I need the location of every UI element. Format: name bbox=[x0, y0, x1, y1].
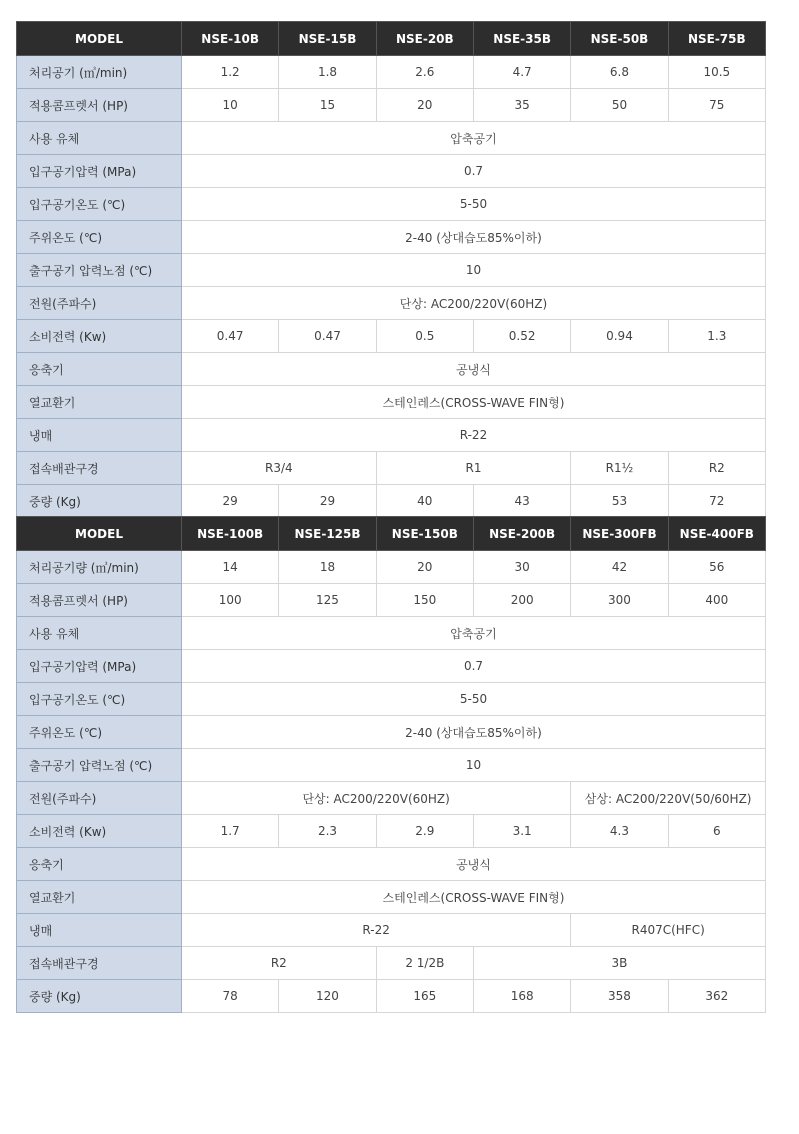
table-row bbox=[17, 848, 766, 881]
table-row bbox=[17, 485, 766, 518]
table-row bbox=[17, 947, 766, 980]
table-cell: 29 bbox=[182, 485, 279, 518]
table-row bbox=[17, 716, 766, 749]
table-cell: 200 bbox=[473, 584, 570, 617]
model-header: MODEL bbox=[17, 22, 182, 56]
table-cell: 53 bbox=[571, 485, 668, 518]
table-cell: 358 bbox=[571, 980, 668, 1013]
row-label: 처리공기 (㎥/min) bbox=[17, 56, 182, 89]
row-label: 열교환기 bbox=[17, 386, 182, 419]
table-cell: 단상: AC200/220V(60HZ) bbox=[182, 782, 571, 815]
table-cell: 0.7 bbox=[182, 650, 766, 683]
table-cell: 스테인레스(CROSS-WAVE FIN형) bbox=[182, 881, 766, 914]
table-cell: 2-40 (상대습도85%이하) bbox=[182, 716, 766, 749]
table-row bbox=[17, 782, 766, 815]
model-name: NSE-400FB bbox=[668, 517, 765, 551]
row-label: 사용 유체 bbox=[17, 122, 182, 155]
table-cell: 3B bbox=[473, 947, 765, 980]
table-cell: 1.8 bbox=[279, 56, 376, 89]
table-row bbox=[17, 683, 766, 716]
table-cell: 120 bbox=[279, 980, 376, 1013]
table-cell: 35 bbox=[473, 89, 570, 122]
row-label: 주위온도 (℃) bbox=[17, 221, 182, 254]
table-cell: 15 bbox=[279, 89, 376, 122]
table-cell: 43 bbox=[473, 485, 570, 518]
table-row bbox=[17, 188, 766, 221]
table-row bbox=[17, 584, 766, 617]
table-row bbox=[17, 155, 766, 188]
table-cell: 2-40 (상대습도85%이하) bbox=[182, 221, 766, 254]
table-cell: 4.3 bbox=[571, 815, 668, 848]
table-cell: 3.1 bbox=[473, 815, 570, 848]
table-cell: 5-50 bbox=[182, 683, 766, 716]
table-cell: 40 bbox=[376, 485, 473, 518]
table-cell: 2.3 bbox=[279, 815, 376, 848]
table-row bbox=[17, 551, 766, 584]
table-cell: 압축공기 bbox=[182, 617, 766, 650]
table-cell: 20 bbox=[376, 551, 473, 584]
table-cell: 0.94 bbox=[571, 320, 668, 353]
table-cell: R1 bbox=[376, 452, 571, 485]
table-row bbox=[17, 320, 766, 353]
table-cell: 362 bbox=[668, 980, 765, 1013]
row-label: 입구공기압력 (MPa) bbox=[17, 155, 182, 188]
table-cell: 125 bbox=[279, 584, 376, 617]
table-cell: 20 bbox=[376, 89, 473, 122]
table-cell: 1.7 bbox=[182, 815, 279, 848]
row-label: 처리공기량 (㎥/min) bbox=[17, 551, 182, 584]
row-label: 사용 유체 bbox=[17, 617, 182, 650]
row-label: 응축기 bbox=[17, 353, 182, 386]
table-row bbox=[17, 980, 766, 1013]
row-label: 출구공기 압력노점 (℃) bbox=[17, 254, 182, 287]
row-label: 중량 (Kg) bbox=[17, 980, 182, 1013]
model-name: NSE-15B bbox=[279, 22, 376, 56]
spec-table-2 bbox=[16, 516, 766, 1013]
table-cell: 삼상: AC200/220V(50/60HZ) bbox=[571, 782, 766, 815]
table-cell: 1.3 bbox=[668, 320, 765, 353]
table-cell: 0.5 bbox=[376, 320, 473, 353]
model-name: NSE-200B bbox=[473, 517, 570, 551]
model-header: MODEL bbox=[17, 517, 182, 551]
table-cell: 56 bbox=[668, 551, 765, 584]
row-label: 냉매 bbox=[17, 419, 182, 452]
model-name: NSE-50B bbox=[571, 22, 668, 56]
table-cell: 400 bbox=[668, 584, 765, 617]
table-row bbox=[17, 650, 766, 683]
table-cell: R1½ bbox=[571, 452, 668, 485]
row-label: 접속배관구경 bbox=[17, 452, 182, 485]
table-cell: 50 bbox=[571, 89, 668, 122]
table-row bbox=[17, 221, 766, 254]
header-row bbox=[17, 22, 766, 56]
table-row bbox=[17, 815, 766, 848]
table-cell: 10 bbox=[182, 254, 766, 287]
model-name: NSE-150B bbox=[376, 517, 473, 551]
model-name: NSE-20B bbox=[376, 22, 473, 56]
table-cell: R-22 bbox=[182, 419, 766, 452]
row-label: 적용콤프렛서 (HP) bbox=[17, 89, 182, 122]
table-cell: 72 bbox=[668, 485, 765, 518]
table-cell: 14 bbox=[182, 551, 279, 584]
row-label: 열교환기 bbox=[17, 881, 182, 914]
table-cell: 압축공기 bbox=[182, 122, 766, 155]
model-name: NSE-10B bbox=[182, 22, 279, 56]
table-row bbox=[17, 89, 766, 122]
table-cell: R407C(HFC) bbox=[571, 914, 766, 947]
table-cell: 4.7 bbox=[473, 56, 570, 89]
table-cell: 2 1/2B bbox=[376, 947, 473, 980]
row-label: 주위온도 (℃) bbox=[17, 716, 182, 749]
table-cell: 1.2 bbox=[182, 56, 279, 89]
table-cell: 18 bbox=[279, 551, 376, 584]
header-row bbox=[17, 517, 766, 551]
table-cell: 10 bbox=[182, 749, 766, 782]
table-cell: 6.8 bbox=[571, 56, 668, 89]
table-row bbox=[17, 386, 766, 419]
table-cell: 2.6 bbox=[376, 56, 473, 89]
table-row bbox=[17, 452, 766, 485]
table-cell: 300 bbox=[571, 584, 668, 617]
row-label: 접속배관구경 bbox=[17, 947, 182, 980]
spec-table-1 bbox=[16, 21, 766, 518]
table-cell: 165 bbox=[376, 980, 473, 1013]
table-cell: 150 bbox=[376, 584, 473, 617]
table-row bbox=[17, 419, 766, 452]
table-cell: 75 bbox=[668, 89, 765, 122]
row-label: 입구공기압력 (MPa) bbox=[17, 650, 182, 683]
table-cell: R-22 bbox=[182, 914, 571, 947]
table-cell: 168 bbox=[473, 980, 570, 1013]
model-name: NSE-35B bbox=[473, 22, 570, 56]
table-cell: 29 bbox=[279, 485, 376, 518]
table-cell: 0.52 bbox=[473, 320, 570, 353]
table-cell: 10 bbox=[182, 89, 279, 122]
table-row bbox=[17, 122, 766, 155]
table-row bbox=[17, 56, 766, 89]
table-cell: 단상: AC200/220V(60HZ) bbox=[182, 287, 766, 320]
table-cell: R2 bbox=[668, 452, 765, 485]
table-cell: 0.47 bbox=[279, 320, 376, 353]
table-cell: R3/4 bbox=[182, 452, 377, 485]
table-row bbox=[17, 287, 766, 320]
table-row bbox=[17, 749, 766, 782]
table-row bbox=[17, 254, 766, 287]
table-cell: 100 bbox=[182, 584, 279, 617]
model-name: NSE-300FB bbox=[571, 517, 668, 551]
table-cell: 스테인레스(CROSS-WAVE FIN형) bbox=[182, 386, 766, 419]
model-name: NSE-75B bbox=[668, 22, 765, 56]
table-row bbox=[17, 617, 766, 650]
row-label: 적용콤프렛서 (HP) bbox=[17, 584, 182, 617]
table-cell: 2.9 bbox=[376, 815, 473, 848]
row-label: 소비전력 (Kw) bbox=[17, 320, 182, 353]
table-cell: 42 bbox=[571, 551, 668, 584]
row-label: 입구공기온도 (℃) bbox=[17, 188, 182, 221]
table-cell: 6 bbox=[668, 815, 765, 848]
table-row bbox=[17, 353, 766, 386]
table-cell: 10.5 bbox=[668, 56, 765, 89]
table-row bbox=[17, 914, 766, 947]
table-cell: 78 bbox=[182, 980, 279, 1013]
model-name: NSE-125B bbox=[279, 517, 376, 551]
table-cell: 30 bbox=[473, 551, 570, 584]
row-label: 냉매 bbox=[17, 914, 182, 947]
table-cell: 0.7 bbox=[182, 155, 766, 188]
row-label: 응축기 bbox=[17, 848, 182, 881]
table-cell: 공냉식 bbox=[182, 848, 766, 881]
row-label: 출구공기 압력노점 (℃) bbox=[17, 749, 182, 782]
table-row bbox=[17, 881, 766, 914]
table-cell: 5-50 bbox=[182, 188, 766, 221]
row-label: 입구공기온도 (℃) bbox=[17, 683, 182, 716]
table-cell: 0.47 bbox=[182, 320, 279, 353]
row-label: 전원(주파수) bbox=[17, 782, 182, 815]
table-cell: 공냉식 bbox=[182, 353, 766, 386]
row-label: 중량 (Kg) bbox=[17, 485, 182, 518]
model-name: NSE-100B bbox=[182, 517, 279, 551]
row-label: 소비전력 (Kw) bbox=[17, 815, 182, 848]
row-label: 전원(주파수) bbox=[17, 287, 182, 320]
table-cell: R2 bbox=[182, 947, 377, 980]
